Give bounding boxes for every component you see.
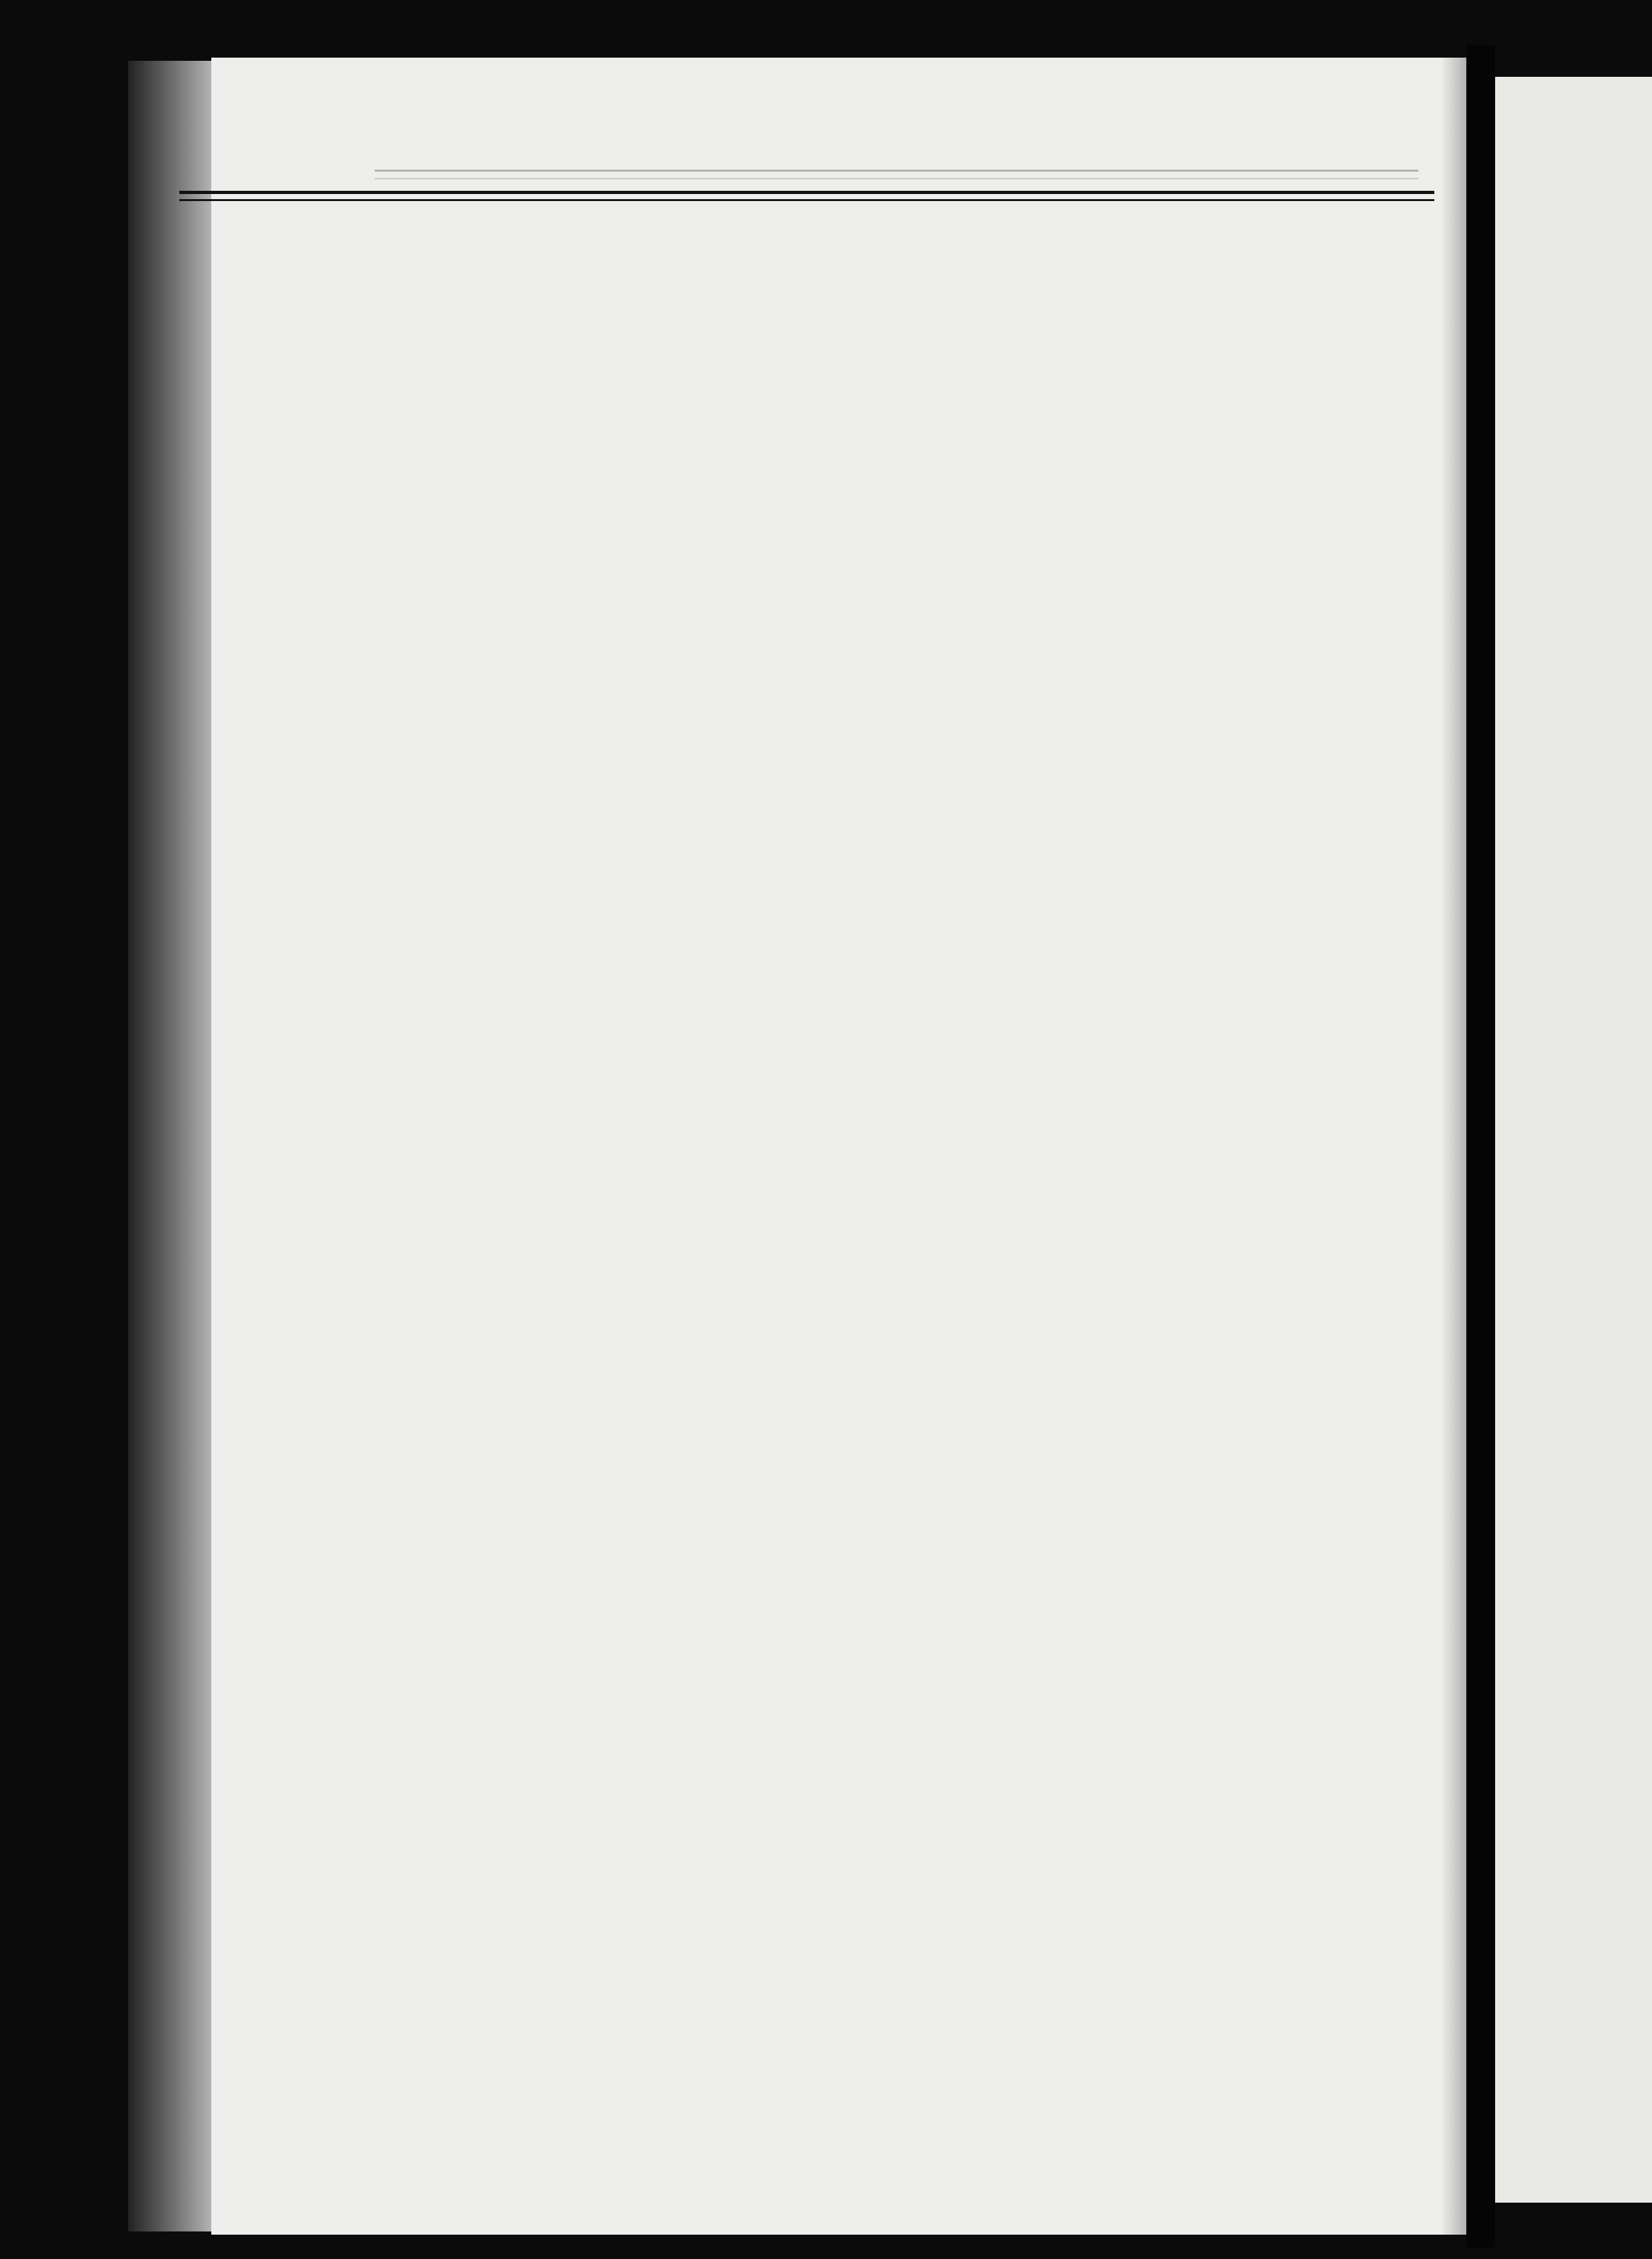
right-page-fragment [1495,77,1652,2203]
text-column [179,173,1434,220]
left-page [211,58,1466,2235]
book-spine-shadow [128,61,215,2231]
page-gutter [1466,45,1495,2247]
section-divider [179,191,1434,201]
